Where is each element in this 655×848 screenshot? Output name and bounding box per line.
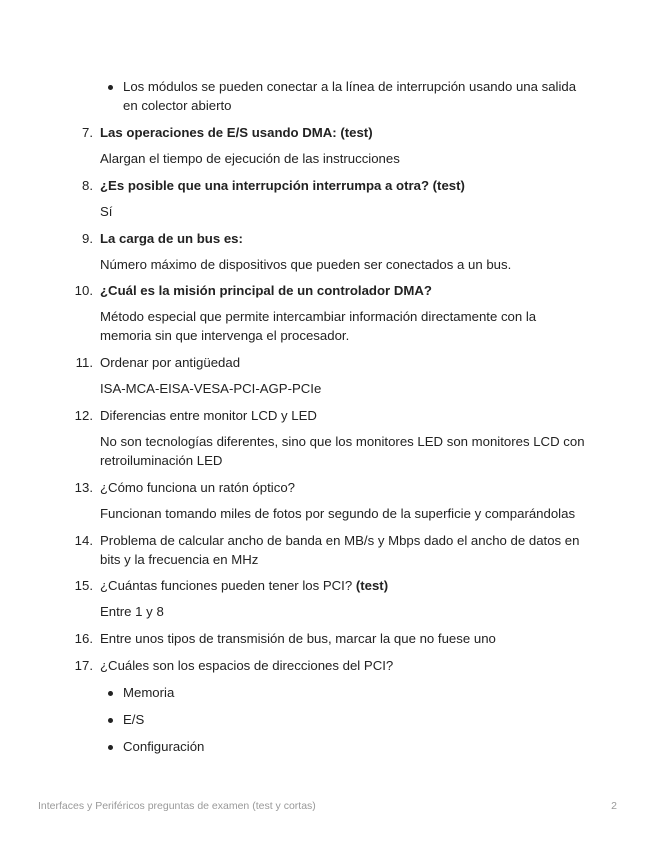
item-number: 11.: [75, 355, 93, 370]
answer-text: Funcionan tomando miles de fotos por segundo de la superficie y comparándolas: [100, 506, 576, 521]
answer-text: Entre 1 y 8: [100, 604, 164, 619]
question-text: Ordenar por antigüedad: [100, 355, 241, 370]
question-text: Las operaciones de E/S usando DMA: (test): [100, 125, 373, 140]
item-number: 17.: [74, 658, 93, 673]
question-text-line-2: bits y la frecuencia en MHz: [100, 552, 259, 567]
answer-text-line-1: No son tecnologías diferentes, sino que los monitores LED son monitores LCD con: [100, 434, 585, 449]
answer-text-line-1: Método especial que permite intercambiar información directamente con la: [100, 309, 537, 324]
item-number: 13.: [74, 480, 93, 495]
item-number: 9.: [82, 231, 93, 246]
item-number: 10.: [74, 283, 93, 298]
question-text: La carga de un bus es:: [100, 231, 243, 246]
question-text-line-1: Problema de calcular ancho de banda en MB/s y Mbps dado el ancho de datos en: [100, 533, 580, 548]
item-number: 14.: [74, 533, 93, 548]
list-item: E/S: [123, 712, 145, 727]
list-item: Configuración: [123, 739, 205, 754]
question-text: ¿Cómo funciona un ratón óptico?: [100, 480, 295, 495]
answer-text: Alargan el tiempo de ejecución de las instrucciones: [100, 151, 400, 166]
item-number: 15.: [74, 578, 93, 593]
item-number: 16.: [74, 631, 93, 646]
bullet-text-line-2: en colector abierto: [123, 98, 232, 113]
bullet-marker: [108, 85, 113, 90]
bullet-marker: [108, 745, 113, 750]
question-text: ¿Cuántas funciones pueden tener los PCI? (test): [100, 578, 389, 593]
answer-text-line-2: memoria sin que intervenga el procesador.: [100, 328, 350, 343]
answer-text: ISA-MCA-EISA-VESA-PCI-AGP-PCIe: [100, 381, 322, 396]
test-tag: (test): [355, 578, 389, 593]
item-number: 8.: [82, 178, 93, 193]
bullet-text-line-1: Los módulos se pueden conectar a la línea de interrupción usando una salida: [123, 79, 577, 94]
footer-title: Interfaces y Periféricos preguntas de examen (test y cortas): [38, 800, 316, 812]
bullet-marker: [108, 691, 113, 696]
page-number: 2: [611, 800, 617, 812]
question-text: ¿Cuál es la misión principal de un controlador DMA?: [100, 283, 432, 298]
item-number: 12.: [74, 408, 93, 423]
list-item: Memoria: [123, 685, 175, 700]
bullet-marker: [108, 718, 113, 723]
question-text: ¿Cuáles son los espacios de direcciones del PCI?: [100, 658, 394, 673]
answer-text-line-2: retroiluminación LED: [100, 453, 223, 468]
answer-text: Número máximo de dispositivos que pueden ser conectados a un bus.: [100, 257, 512, 272]
answer-text: Sí: [100, 204, 113, 219]
question-text: Diferencias entre monitor LCD y LED: [100, 408, 317, 423]
question-text: Entre unos tipos de transmisión de bus, marcar la que no fuese uno: [100, 631, 496, 646]
item-number: 7.: [82, 125, 93, 140]
question-text: ¿Es posible que una interrupción interrumpa a otra? (test): [100, 178, 465, 193]
